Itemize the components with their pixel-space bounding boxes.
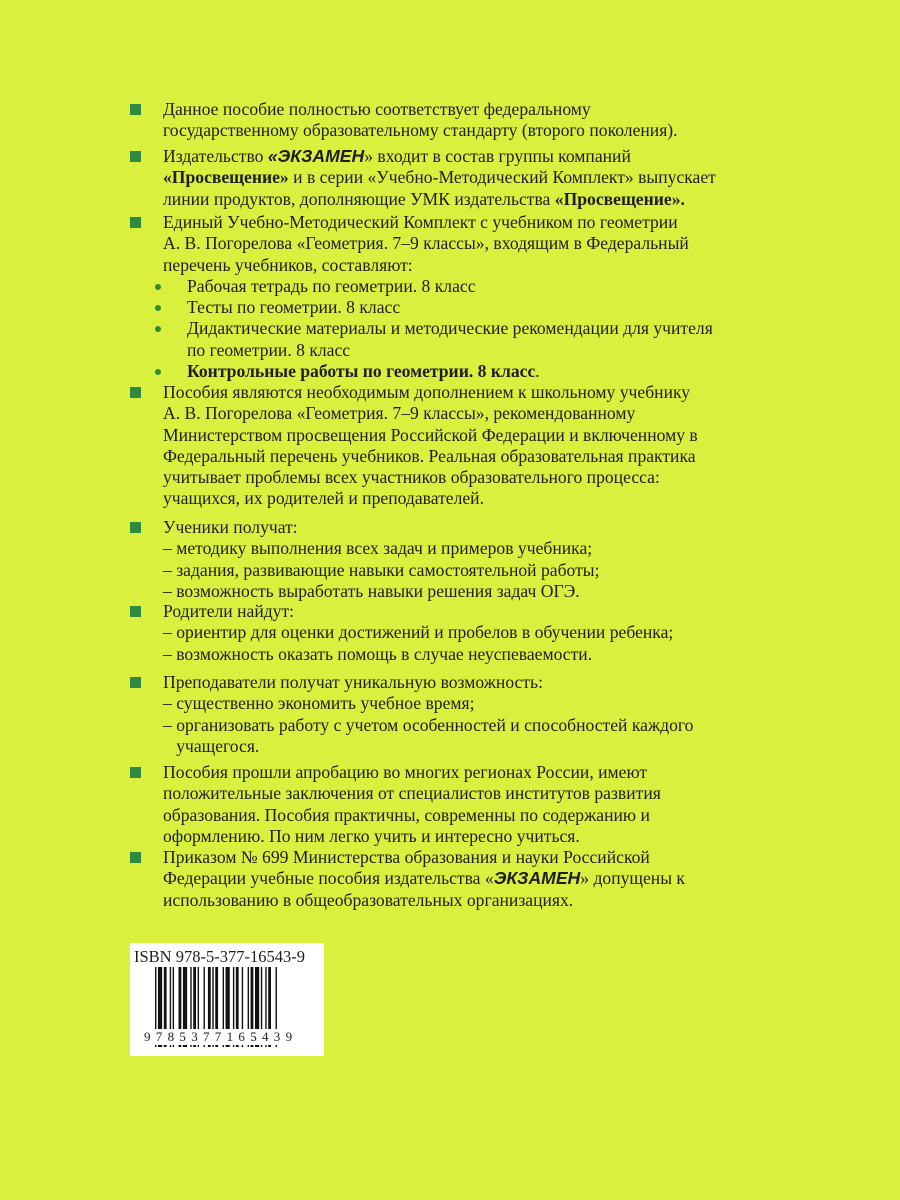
list-item-continuation: по геометрии. 8 класс — [187, 339, 351, 360]
barcode-digits: 9785377165439 — [144, 1029, 298, 1044]
text-line: – задания, развивающие навыки самостоятельной работы; — [163, 559, 600, 580]
round-bullet-icon — [155, 305, 161, 311]
text-line: А. В. Погорелова «Геометрия. 7–9 классы», входящим в Федеральный — [163, 233, 689, 254]
square-bullet-icon — [130, 852, 141, 863]
text-line: оформлению. По ним легко учить и интересно учиться. — [163, 825, 580, 846]
square-bullet-icon — [130, 767, 141, 778]
brand-prosveshchenie: «Просвещение». — [554, 188, 685, 209]
text: Федерации учебные пособия издательства « — [163, 868, 494, 889]
text-line: положительные заключения от специалистов институтов развития — [163, 783, 661, 804]
text-line: Федеральный перечень учебников. Реальная образовательная практика — [163, 445, 696, 466]
section-umk — [163, 212, 863, 382]
list-item-current-book: Контрольные работы по геометрии. 8 класс. — [163, 361, 863, 382]
text: Издательство — [163, 146, 268, 166]
text-line: Данное пособие полностью соответствует федеральному — [163, 99, 591, 119]
round-bullet-icon — [155, 369, 161, 375]
text-line: государственному образовательному стандарту (второго поколения). — [163, 120, 678, 141]
text-line: Министерством просвещения Российской Федерации и включенному в — [163, 424, 698, 445]
brand-examen: «ЭКЗАМЕН — [267, 146, 365, 166]
text-line: Родители найдут: — [163, 601, 295, 621]
square-bullet-icon — [130, 606, 141, 617]
text-line: А. В. Погорелова «Геометрия. 7–9 классы», рекомендованному — [163, 403, 636, 424]
brand-prosveshchenie: «Просвещение» — [163, 167, 289, 188]
round-bullet-icon — [155, 326, 161, 332]
section-parents — [163, 601, 863, 665]
square-bullet-icon — [130, 217, 141, 228]
round-bullet-icon — [155, 284, 161, 290]
text-line: Единый Учебно-Методический Комплект с учебником по геометрии — [163, 212, 678, 232]
text-line: перечень учебников, составляют: — [163, 254, 413, 275]
square-bullet-icon — [130, 151, 141, 162]
text-line: – ориентир для оценки достижений и пробелов в обучении ребенка; — [163, 622, 674, 643]
section-order — [163, 847, 863, 911]
section-teachers — [163, 672, 863, 757]
section-fgos — [163, 99, 863, 142]
text-line: учащихся, их родителей и преподавателей. — [163, 488, 484, 509]
square-bullet-icon — [130, 387, 141, 398]
text: » входит в состав группы компаний — [364, 146, 631, 166]
text-line: – организовать работу с учетом особенностей и способностей каждого — [163, 714, 694, 735]
list-item: Рабочая тетрадь по геометрии. 8 класс — [163, 276, 863, 297]
text-line: Ученики получат: — [163, 517, 298, 537]
section-students — [163, 517, 863, 602]
text-line: учащегося. — [163, 735, 260, 756]
text-line: – возможность оказать помощь в случае неуспеваемости. — [163, 643, 593, 664]
text-line: Пособия являются необходимым дополнением к школьному учебнику — [163, 382, 691, 402]
text: и в серии «Учебно-Методический Комплект» выпускает — [288, 167, 716, 188]
square-bullet-icon — [130, 677, 141, 688]
square-bullet-icon — [130, 104, 141, 115]
text: линии продуктов, дополняющие УМК издательства — [163, 188, 555, 209]
section-supplement — [163, 382, 863, 510]
section-publisher — [163, 146, 863, 210]
text-line: Пособия прошли апробацию во многих регионах России, имеют — [163, 762, 648, 782]
isbn-barcode — [130, 943, 324, 1056]
text-line: Приказом № 699 Министерства образования и науки Российской — [163, 847, 650, 867]
text-line: использованию в общеобразовательных организациях. — [163, 889, 574, 910]
text-line: – возможность выработать навыки решения задач ОГЭ. — [163, 580, 580, 601]
isbn-label: ISBN 978-5-377-16543-9 — [134, 947, 305, 966]
text-line: – методику выполнения всех задач и примеров учебника; — [163, 538, 593, 559]
section-approbation — [163, 762, 863, 847]
text-line: Преподаватели получат уникальную возможность: — [163, 672, 543, 692]
text-line: – существенно экономить учебное время; — [163, 693, 475, 714]
square-bullet-icon — [130, 522, 141, 533]
text: » допущены к — [580, 868, 685, 889]
brand-examen: ЭКЗАМЕН — [493, 868, 581, 889]
list-item: Тесты по геометрии. 8 класс — [163, 297, 863, 318]
text-line: образования. Пособия практичны, современны по содержанию и — [163, 804, 650, 825]
list-item: Дидактические материалы и методические рекомендации для учителя — [163, 318, 863, 339]
text-line: учитывает проблемы всех участников образовательного процесса: — [163, 467, 660, 488]
